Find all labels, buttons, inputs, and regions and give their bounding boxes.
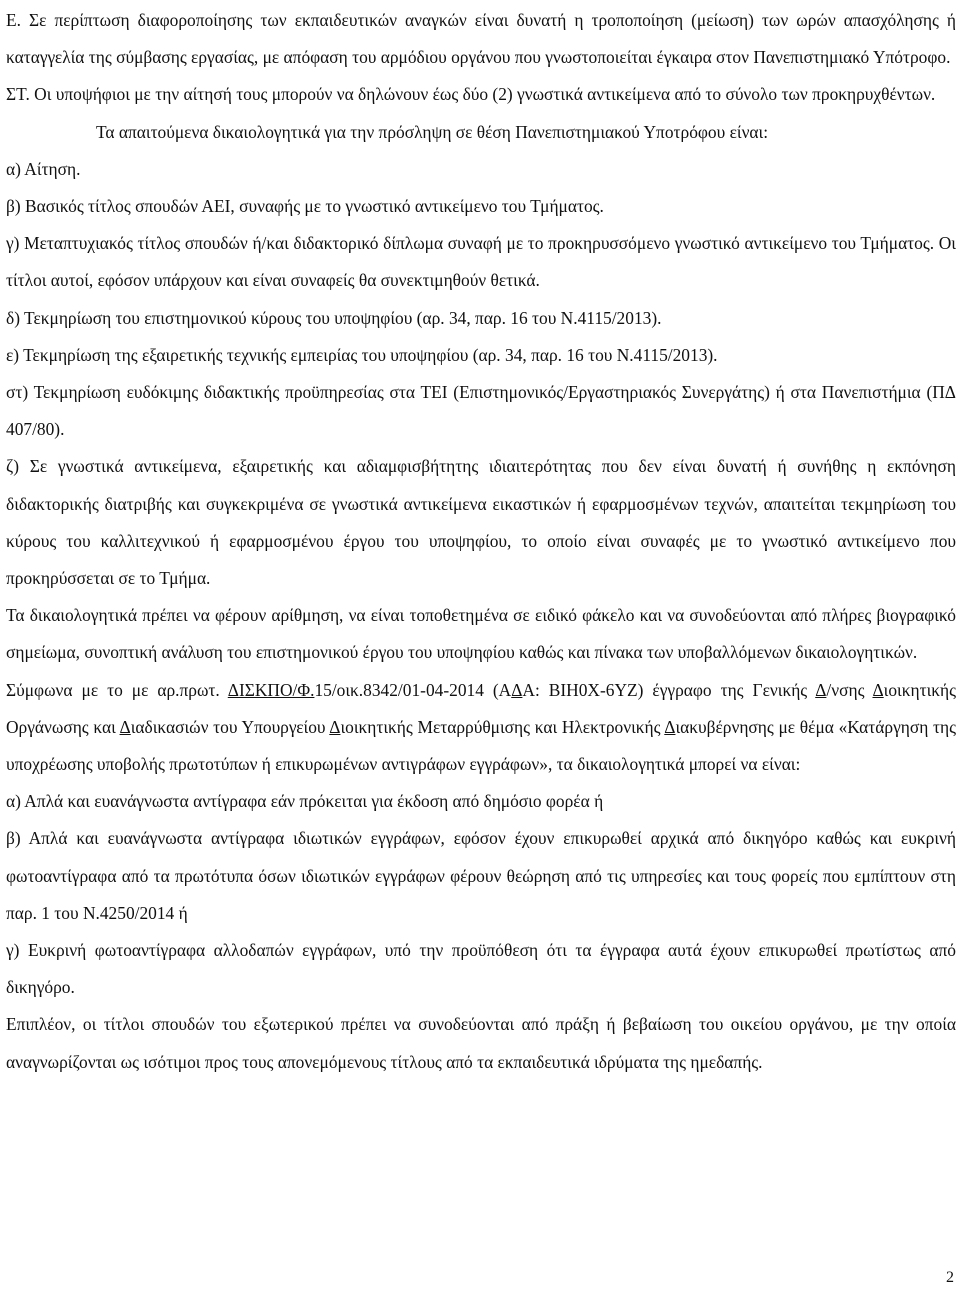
underlined-segment: Δ xyxy=(329,716,341,737)
paragraph-p-d: δ) Τεκμηρίωση του επιστημονικού κύρους του υποψηφίου (αρ. 34, παρ. 16 του Ν.4115/2013). xyxy=(6,307,662,328)
underlined-segment: Δ xyxy=(119,716,131,737)
paragraph-p-b: β) Βασικός τίτλος σπουδών ΑΕΙ, συναφής με το γνωστικό αντικείμενο του Τμήματος. xyxy=(6,196,604,217)
paragraph-p-final: Επιπλέον, οι τίτλοι σπουδών του εξωτερικού πρέπει να συνοδεύονται από πράξη ή βεβαίωση του οικείου οργάνου, με την οποία αναγνωρίζονται ως ισότιμοι προς τους απονεμόμενους τίτλους από τα εκπαιδευτικά ιδρύματα της ημεδαπής. xyxy=(6,1014,956,1072)
paragraph-p-ra: α) Απλά και ευανάγνωστα αντίγραφα εάν πρόκειται για έκδοση από δημόσιο φορέα ή xyxy=(6,791,604,812)
paragraph-p-intro: Τα απαιτούμενα δικαιολογητικά για την πρόσληψη σε θέση Πανεπιστημιακού Υποτρόφου είναι: xyxy=(96,121,769,142)
paragraph-p-st: ΣΤ. Οι υποψήφιοι με την αίτησή τους μπορούν να δηλώνουν έως δύο (2) γνωστικά αντικείμενα από το σύνολο των προκηρυχθέντων. xyxy=(6,84,936,105)
underlined-segment: Δ xyxy=(511,679,523,700)
text-segment: ιοικητικής Μεταρρύθμισης και Ηλεκτρονικής xyxy=(340,716,665,737)
text-segment: 15/οικ.8342/01-04-2014 (Α xyxy=(314,679,512,700)
paragraph-p-e2: ε) Τεκμηρίωση της εξαιρετικής τεχνικής εμπειρίας του υποψηφίου (αρ. 34, παρ. 16 του Ν.4115/2013). xyxy=(6,344,718,365)
text-segment: ιαδικασιών του Υπουργείου xyxy=(130,716,330,737)
text-segment: Α: ΒΙΗ0Χ-6ΥΖ) έγγραφο της Γενικής xyxy=(522,679,816,700)
paragraph-p-rb: β) Απλά και ευανάγνωστα αντίγραφα ιδιωτικών εγγράφων, εφόσον έχουν επικυρωθεί αρχικά από δικηγόρο καθώς και ευκρινή φωτοαντίγραφα από τα πρωτότυπα όσων ιδιωτικών εγγράφων φέρουν θεώρηση από τις υπηρεσίες και τους φορείς που εμπίπτουν στη παρ. 1 του Ν.4250/2014 ή xyxy=(6,828,956,923)
text-segment: ιοικητικής Οργάνωσης και xyxy=(6,679,956,737)
underlined-segment: Δ xyxy=(872,679,884,700)
paragraph-p-a: α) Αίτηση. xyxy=(6,158,81,179)
text-segment: ιακυβέρνησης με θέμα «Κατάργηση της υποχρέωσης υποβολής πρωτοτύπων ή επικυρωμένων αντιγράφων εγγράφων», τα δικαιολογητικά μπορεί να είναι: xyxy=(6,716,956,775)
paragraph-p-c: γ) Μεταπτυχιακός τίτλος σπουδών ή/και διδακτορικό δίπλωμα συναφή με το προκηρυσσόμενο γνωστικό αντικείμενο του Τμήματος. Οι τίτλοι αυτοί, εφόσον υπάρχουν και είναι συναφείς θα συνεκτιμηθούν θετικά. xyxy=(6,233,956,291)
paragraph-p-e: Ε. Σε περίπτωση διαφοροποίησης των εκπαιδευτικών αναγκών είναι δυνατή η τροποποίηση (μείωση) των ωρών απασχόλησης ή καταγγελία της σύμβασης εργασίας, με απόφαση του αρμόδιου οργάνου που γνωστοποιείται έγκαιρα στον Πανεπιστημιακό Υπότροφο. xyxy=(6,10,956,68)
document-body xyxy=(6,2,956,1081)
underlined-segment: ΔΙΣΚΠΟ/Φ. xyxy=(227,679,315,700)
underlined-segment: Δ xyxy=(664,716,676,737)
text-segment: Σύμφωνα με το με αρ.πρωτ. xyxy=(6,679,228,700)
paragraph-p-ref xyxy=(6,672,956,784)
paragraph-p-docs: Τα δικαιολογητικά πρέπει να φέρουν αρίθμηση, να είναι τοποθετημένα σε ειδικό φάκελο και να συνοδεύονται από πλήρες βιογραφικό σημείωμα, συνοπτική ανάλυση του επιστημονικού έργου του υποψηφίου καθώς και πίνακα των υποβαλλόμενων δικαιολογητικών. xyxy=(6,605,956,663)
paragraph-p-rc: γ) Ευκρινή φωτοαντίγραφα αλλοδαπών εγγράφων, υπό την προϋπόθεση ότι τα έγγραφα αυτά έχουν επικυρωθεί πρωτίστως από δικηγόρο. xyxy=(6,940,956,998)
paragraph-p-z: ζ) Σε γνωστικά αντικείμενα, εξαιρετικής και αδιαμφισβήτητης ιδιαιτερότητας που δεν είναι δυνατή ή συνήθης η εκπόνηση διδακτορικής διατριβής και συγκεκριμένα σε γνωστικά αντικείμενα εικαστικών ή εφαρμοσμένων τεχνών, απαιτείται τεκμηρίωση του κύρους του καλλιτεχνικού ή εφαρμοσμένου έργου του υποψηφίου, το οποίο είναι συναφές με το γνωστικό αντικείμενο που προκηρύσσεται σε το Τμήμα. xyxy=(6,456,956,589)
underlined-segment: Δ xyxy=(815,679,827,700)
paragraph-p-st2: στ) Τεκμηρίωση ευδόκιμης διδακτικής προϋπηρεσίας στα ΤΕΙ (Επιστημονικός/Εργαστηριακός Συνεργάτης) ή στα Πανεπιστήμια (ΠΔ 407/80). xyxy=(6,382,956,440)
text-segment: /νσης xyxy=(826,679,873,700)
page-number: 2 xyxy=(946,1269,954,1286)
